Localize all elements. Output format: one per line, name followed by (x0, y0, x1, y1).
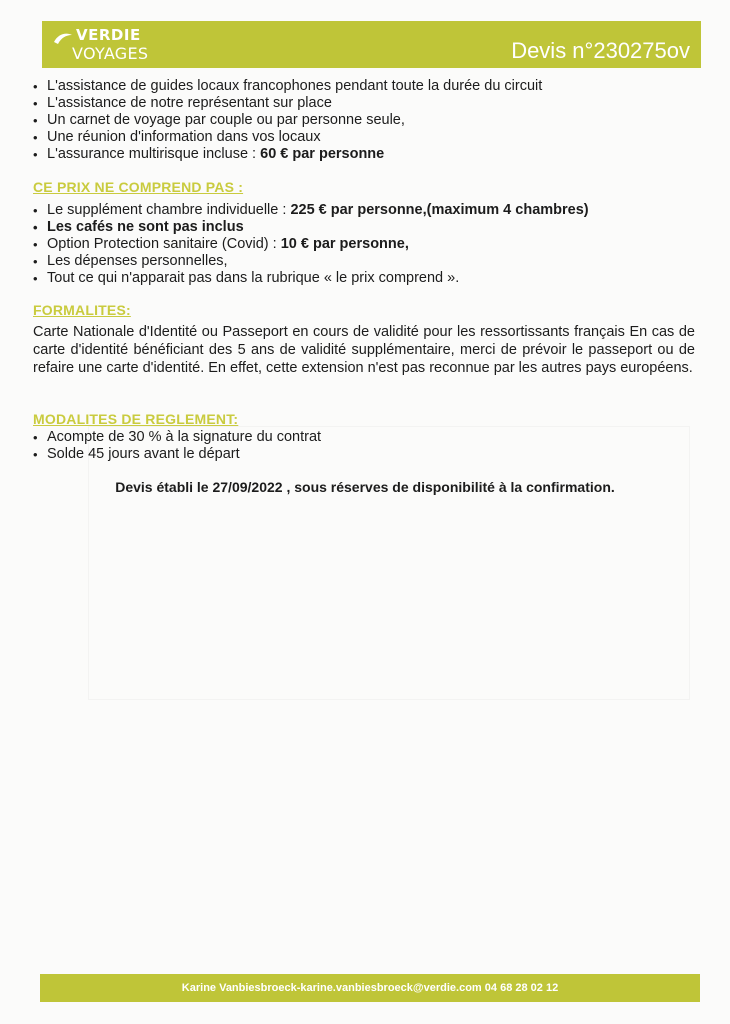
formalities-text: Carte Nationale d'Identité ou Passeport en cours de validité pour les ressortissants français En cas de carte d'identité bénéficiant des 5 ans de validité supplémentaire, merci de prévoir le passeport ou de refaire une carte d'identité. En effet, cette extension n'est pas reconnue par les autres pays européens. (33, 324, 695, 376)
list-item: • Les cafés ne sont pas inclus (33, 219, 589, 236)
footer-contact: Karine Vanbiesbroeck-karine.vanbiesbroeck@verdie.com (181, 982, 482, 994)
footer-phone: 04 68 28 02 12 (484, 982, 559, 994)
list-item: • Un carnet de voyage par couple ou par personne seule, (33, 112, 542, 129)
covid-value: 10 € par personne, (280, 236, 409, 252)
covid-label: Option Protection sanitaire (Covid) : (47, 236, 277, 252)
company-logo (52, 24, 172, 64)
issue-note: Devis établi le 27/09/2022 , sous réserves de disponibilité à la confirmation. (115, 479, 615, 495)
list-item (33, 146, 542, 163)
insurance-label: L'assurance multirisque incluse : (47, 146, 257, 162)
insurance-value: 60 € par personne (260, 146, 385, 162)
excludes-title: CE PRIX NE COMPREND PAS : (33, 179, 244, 195)
list-item: • Les dépenses personnelles, (33, 253, 589, 270)
quote-number: Devis n°230275ov (511, 38, 690, 63)
list-item: • L'assistance de notre représentant sur place (33, 95, 542, 112)
list-item: • Acompte de 30 % à la signature du contrat (33, 429, 321, 446)
faded-background-box (88, 426, 690, 700)
list-item (33, 236, 589, 253)
logo-swoosh-icon (52, 30, 74, 52)
single-room-value: 225 € par personne,(maximum 4 chambres) (290, 202, 589, 218)
list-item: • Tout ce qui n'apparait pas dans la rubrique « le prix comprend ». (33, 270, 589, 287)
footer-bar (40, 974, 700, 1002)
payment-title: MODALITES DE REGLEMENT: (33, 411, 239, 427)
includes-list (33, 78, 542, 163)
list-item: • Solde 45 jours avant le départ (33, 446, 321, 463)
excludes-list (33, 202, 589, 287)
list-item (33, 202, 589, 219)
logo-line1: VERDIE (76, 26, 141, 44)
logo-line2: VOYAGES (72, 44, 149, 63)
list-item: • L'assistance de guides locaux francophones pendant toute la durée du circuit (33, 78, 542, 95)
list-item: • Une réunion d'information dans vos locaux (33, 129, 542, 146)
formalities-title: FORMALITES: (33, 302, 131, 318)
single-room-label: Le supplément chambre individuelle : (47, 202, 287, 218)
payment-list (33, 429, 321, 463)
